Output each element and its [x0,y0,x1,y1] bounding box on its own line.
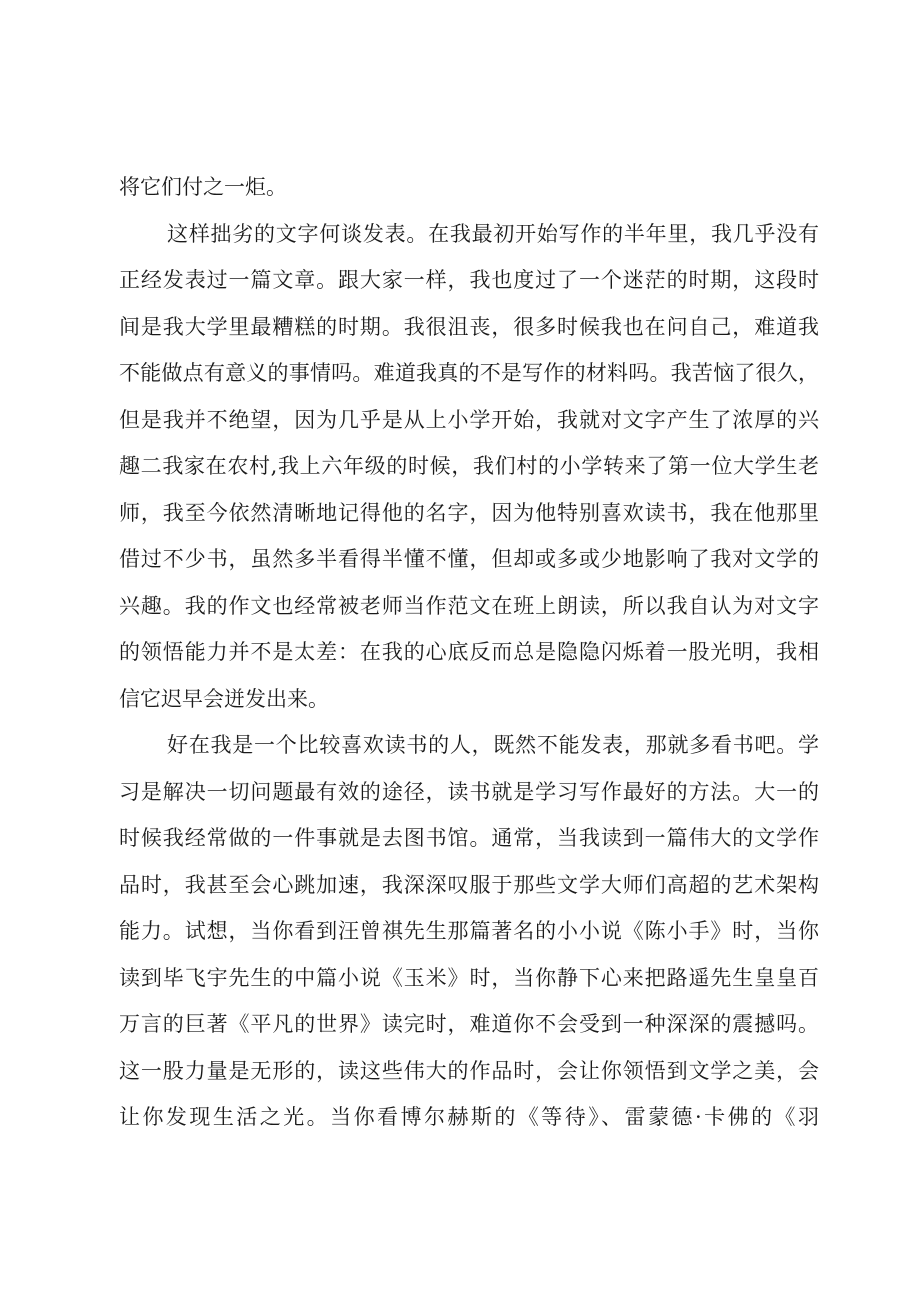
text-line: 的领悟能力并不是太差：在我的心底反而总是隐隐闪烁着一股光明，我相 [119,640,819,664]
text-line: 兴趣。我的作文也经常被老师当作范文在班上朗读，所以我自认为对文字 [119,593,819,618]
text-line: 趣二我家在农村,我上六年级的时候，我们村的小学转来了第一位大学生老 [119,454,819,478]
text-line: 能力。试想，当你看到汪曾祺先生那篇著名的小小说《陈小手》时，当你 [119,919,819,943]
text-line: 时候我经常做的一件事就是去图书馆。通常，当我读到一篇伟大的文学作 [119,826,819,850]
text-line: 品时，我甚至会心跳加速，我深深叹服于那些文学大师们高超的艺术架构 [119,872,819,897]
text-line: 习是解决一切问题最有效的途径，读书就是学习写作最好的方法。大一的 [119,779,819,804]
text-line: 读到毕飞宇先生的中篇小说《玉米》时，当你静下心来把路遥先生皇皇百 [119,965,819,990]
text-line: 万言的巨著《平凡的世界》读完时，难道你不会受到一种深深的震撼吗。 [119,1012,819,1036]
text-line: 这一股力量是无形的，读这些伟大的作品时，会让你领悟到文学之美，会 [119,1058,819,1083]
text-line: 不能做点有意义的事情吗。难道我真的不是写作的材料吗。我苦恼了很久， [119,361,819,385]
text-line: 借过不少书，虽然多半看得半懂不懂，但却或多或少地影响了我对文学的 [119,547,819,571]
body-text [119,164,819,1141]
text-line: 正经发表过一篇文章。跟大家一样，我也度过了一个迷茫的时期，这段时 [119,268,819,292]
text-line: 信它迟早会迸发出来。 [119,686,329,711]
text-line: 这样拙劣的文字何谈发表。在我最初开始写作的半年里，我几乎没有 [167,221,819,246]
text-line: 间是我大学里最糟糕的时期。我很沮丧，很多时候我也在问自己，难道我 [119,314,819,339]
text-line: 好在我是一个比较喜欢读书的人，既然不能发表，那就多看书吧。学 [167,733,819,757]
text-line: 但是我并不绝望，因为几乎是从上小学开始，我就对文字产生了浓厚的兴 [119,407,819,432]
text-line: 将它们付之一炬。 [119,175,287,199]
text-line: 让你发现生活之光。当你看博尔赫斯的《等待》、雷蒙德·卡佛的《羽 [119,1105,819,1129]
text-line: 师，我至今依然清晰地记得他的名字，因为他特别喜欢读书，我在他那里 [119,500,819,525]
